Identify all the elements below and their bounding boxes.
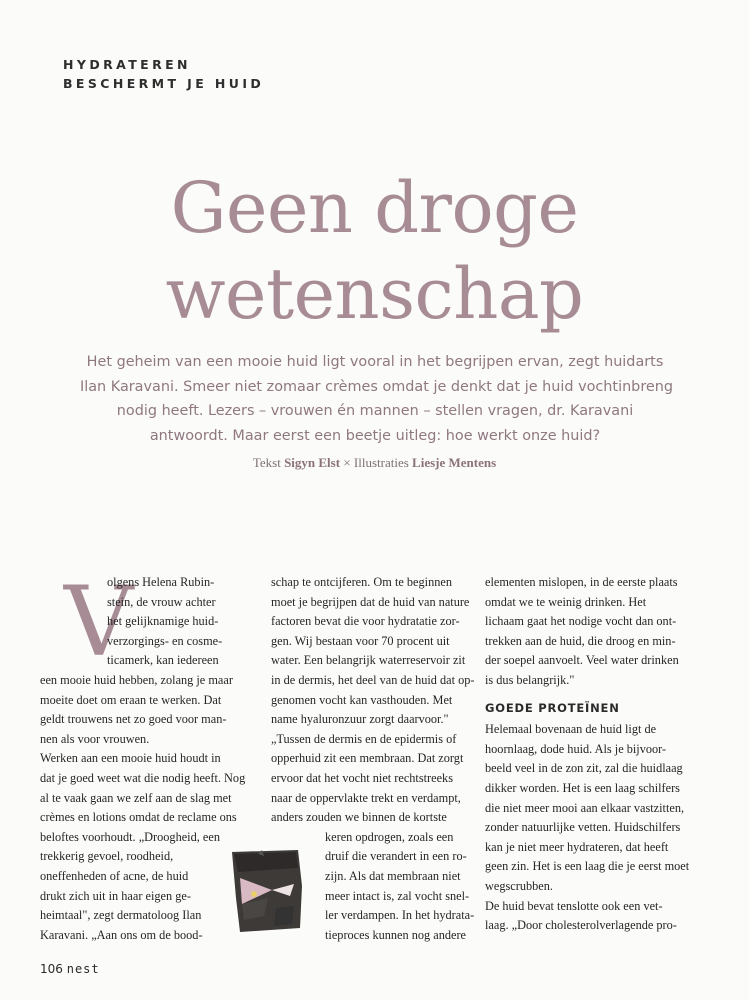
body-line: oneffenheden of acne, de huid [40,868,189,883]
intro-line: Ilan Karavani. Smeer niet zomaar crèmes omdat je denkt dat je huid vochtinbreng [80,378,674,395]
body-line: moet je begrijpen dat de huid van nature [271,594,470,609]
body-line: ticamerk, kan iedereen [107,653,219,668]
body-line: beeld veel in de zon zit, zal die huidlaag [485,761,683,776]
body-line: Helemaal bovenaan de huid ligt de [485,722,657,737]
article-title [0,165,749,337]
body-line: water. Een belangrijk waterreservoir zit [271,653,466,668]
body-line: trekken aan de huid, die droog en min- [485,633,676,648]
body-line: kan je niet meer hydrateren, dat heeft [485,839,669,854]
body-line: lichaam gaat het nodige vocht dan ont- [485,614,677,629]
body-line: zijn. Als dat membraan niet [325,868,461,883]
drop-cap: V [64,566,134,678]
body-line: der soepel aanvoelt. Veel water drinken [485,653,679,668]
body-line: stein, de vrouw achter [107,594,216,609]
body-line: De huid bevat tenslotte ook een vet- [485,898,663,913]
body-line: laag. „Door cholesterolverlagende pro- [485,918,677,933]
article-credits [0,455,749,471]
body-line: name hyaluronzuur zorgt daarvoor." [271,712,449,727]
body-line: geen zin. Het is een laag die je eerst moet [485,859,690,874]
body-line: tieproces kunnen nog andere [325,927,467,942]
body-line: omdat we te weinig drinken. Het [485,594,647,609]
kicker-line-2: BESCHERMT JE HUID [63,76,265,91]
body-line: nen als voor vrouwen. [40,731,150,746]
body-line: die niet meer mooi aan elkaar vastzitten, [485,800,685,815]
body-column-3 [485,573,690,936]
body-line: gen. Wij bestaan voor 70 procent uit [271,633,450,648]
article-intro [80,350,674,448]
body-line: olgens Helena Rubin- [107,575,215,589]
section-kicker [63,55,264,93]
body-line: Karavani. „Aan ons om de bood- [40,927,203,942]
body-line: beloftes voorhoudt. „Droogheid, een [40,829,220,844]
body-line: ler verdampen. In het hydrata- [325,908,475,923]
title-line-2: wetenschap [165,253,584,335]
intro-line: nodig heeft. Lezers – vrouwen én mannen – stellen vragen, dr. Karavani [116,403,634,419]
body-line: factoren bevat die voor hydratatie zor- [271,614,460,629]
body-line: wegscrubben. [485,878,553,893]
grape-raisin-illustration [228,848,318,938]
body-line: is dus belangrijk." [485,672,575,687]
body-line: crèmes en lotions omdat de reclame ons [40,810,237,825]
body-line: keren opdrogen, zoals een [325,829,454,844]
section-subhead: GOEDE PROTEÏNEN [485,700,620,715]
body-column-1 [40,566,252,945]
title-line-1: Geen droge [170,167,579,249]
body-line: een mooie huid hebben, zolang je maar [40,672,233,687]
credits-text-label: Tekst [252,455,281,470]
body-line: moeite doet om eraan te werken. Dat [40,692,222,707]
magazine-logo: nest [66,962,100,976]
body-line: heimtaal", zegt dermatoloog Ilan [40,908,202,923]
body-line: druif die verandert in een ro- [325,849,467,864]
body-line: genomen vocht kan vasthouden. Met [271,692,453,707]
page-number: 106 [40,962,63,976]
body-line: in de dermis, het deel van de huid dat op- [271,672,475,687]
body-line: anders zouden we binnen de kortste [271,810,447,825]
body-line: verzorgings- en cosme- [107,633,223,648]
body-line: zonder natuurlijke vetten. Huidschilfers [485,820,681,835]
body-line: „Tussen de dermis en de epidermis of [271,731,457,746]
body-line: al te vaak gaan we zelf aan de slag met [40,790,232,805]
body-line: elementen mislopen, in de eerste plaats [485,575,678,589]
credits-illus-label: Illustraties [353,455,409,470]
body-line: het gelijknamige huid- [107,614,219,629]
body-line: trekkerig gevoel, roodheid, [40,849,174,864]
body-line: ervoor dat het vocht niet rechtstreeks [271,770,453,785]
page-folio [40,962,100,976]
credits-illus-author: Liesje Mentens [412,455,497,470]
credits-text-author: Sigyn Elst [284,455,341,470]
body-line: schap te ontcijferen. Om te beginnen [271,575,452,589]
body-line: hoornlaag, dode huid. Als je bijvoor- [485,741,667,756]
intro-line: Het geheim van een mooie huid ligt vooral in het begrijpen ervan, zegt huidarts [86,354,664,370]
body-line: meer intact is, zal vocht snel- [325,888,470,903]
body-line: drukt zich uit in haar eigen ge- [40,888,191,903]
body-line: geldt trouwens net zo goed voor man- [40,712,227,727]
kicker-line-1: HYDRATEREN [63,57,191,72]
intro-line: antwoordt. Maar eerst een beetje uitleg: hoe werkt onze huid? [149,427,601,444]
body-line: naar de oppervlakte trekt en verdampt, [271,790,461,805]
body-line: dikker worden. Het is een laag schilfers [485,780,680,795]
body-line: dat je goed weet wat die nodig heeft. Nog [40,770,246,785]
body-line: opperhuid zit een membraan. Dat zorgt [271,751,464,766]
credits-separator: × [343,455,351,470]
body-line: Werken aan een mooie huid houdt in [40,751,221,766]
